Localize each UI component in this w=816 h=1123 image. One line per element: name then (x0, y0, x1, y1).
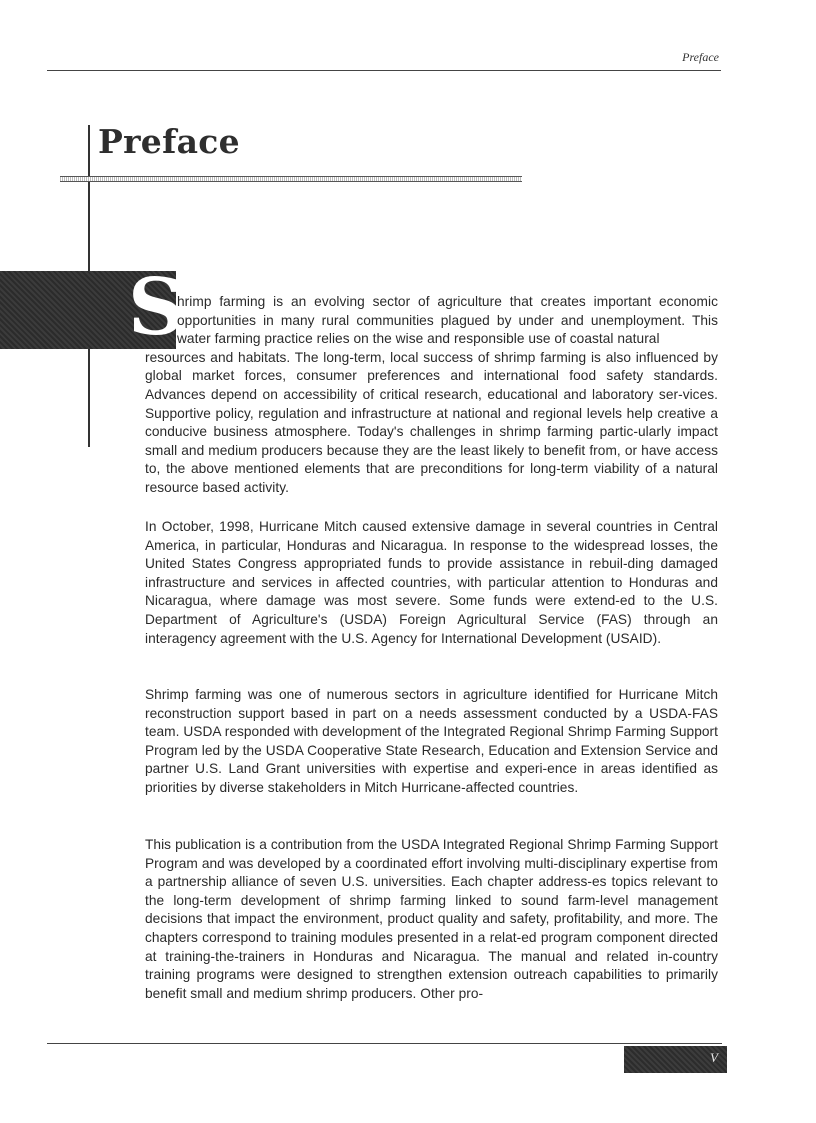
drop-cap: S (128, 262, 185, 353)
header-rule (47, 70, 721, 71)
title-rule (60, 176, 522, 182)
paragraph-1-lead: hrimp farming is an evolving sector of agriculture that creates important economic opportunities in many rural communities plagued by under and unemployment. This water farming practice relies on the wise and responsible use of coastal natural (177, 294, 718, 347)
paragraph-1-body: resources and habitats. The long-term, local success of shrimp farming is also influenced by global market forces, consumer preferences and international food safety standards. Advances depend on accessibility of critical research, educational and laboratory ser-vices. Supportive policy, regulation and infrastructure at national and regional levels help creative a conducive business atmosphere. Today's challenges in shrimp farming partic-ularly impact small and medium producers because they are the least likely to benefit from, or have access to, the above mentioned elements that are preconditions for long-term viability of a natural resource based activity. (145, 349, 718, 495)
paragraph-4: This publication is a contribution from the USDA Integrated Regional Shrimp Farming Support Program and was developed by a coordinated effort involving multi-disciplinary expertise from a partnership alliance of seven U.S. universities. Each chapter address-es topics relevant to the long-term development of shrimp farming linked to sound farm-level management decisions that impact the environment, product quality and safety, profitability, and more. The chapters correspond to training modules presented in a relat-ed program component directed at training-the-trainers in Honduras and Nicaragua. The manual and related in-country training programs were designed to strengthen extension outreach capabilities to primarily benefit small and medium shrimp producers. Other pro- (145, 837, 718, 1001)
footer-rule (47, 1043, 722, 1044)
paragraph-2: In October, 1998, Hurricane Mitch caused extensive damage in several countries in Central America, in particular, Honduras and Nicaragua. In response to the widespread losses, the United States Congress appropriated funds to provide assistance in rebuil-ding damaged infrastructure and services in affected countries, with particular attention to Honduras and Nicaragua, where damage was most severe. Some funds were extend-ed to the U.S. Department of Agriculture's (USDA) Foreign Agricultural Service (FAS) through an interagency agreement with the U.S. Agency for International Development (USAID). (145, 519, 718, 646)
chapter-title: Preface (98, 122, 240, 161)
page-number: V (710, 1050, 718, 1065)
page-number-box (624, 1046, 727, 1073)
paragraph-1 (145, 293, 718, 498)
running-head: Preface (682, 50, 719, 64)
paragraph-3: Shrimp farming was one of numerous sectors in agriculture identified for Hurricane Mitch reconstruction support based in part on a needs assessment conducted by a USDA-FAS team. USDA responded with development of the Integrated Regional Shrimp Farming Support Program led by the USDA Cooperative State Research, Education and Extension Service and partner U.S. Land Grant universities with expertise and experi-ence in areas identified as priorities by diverse stakeholders in Mitch Hurricane-affected countries. (145, 687, 718, 795)
